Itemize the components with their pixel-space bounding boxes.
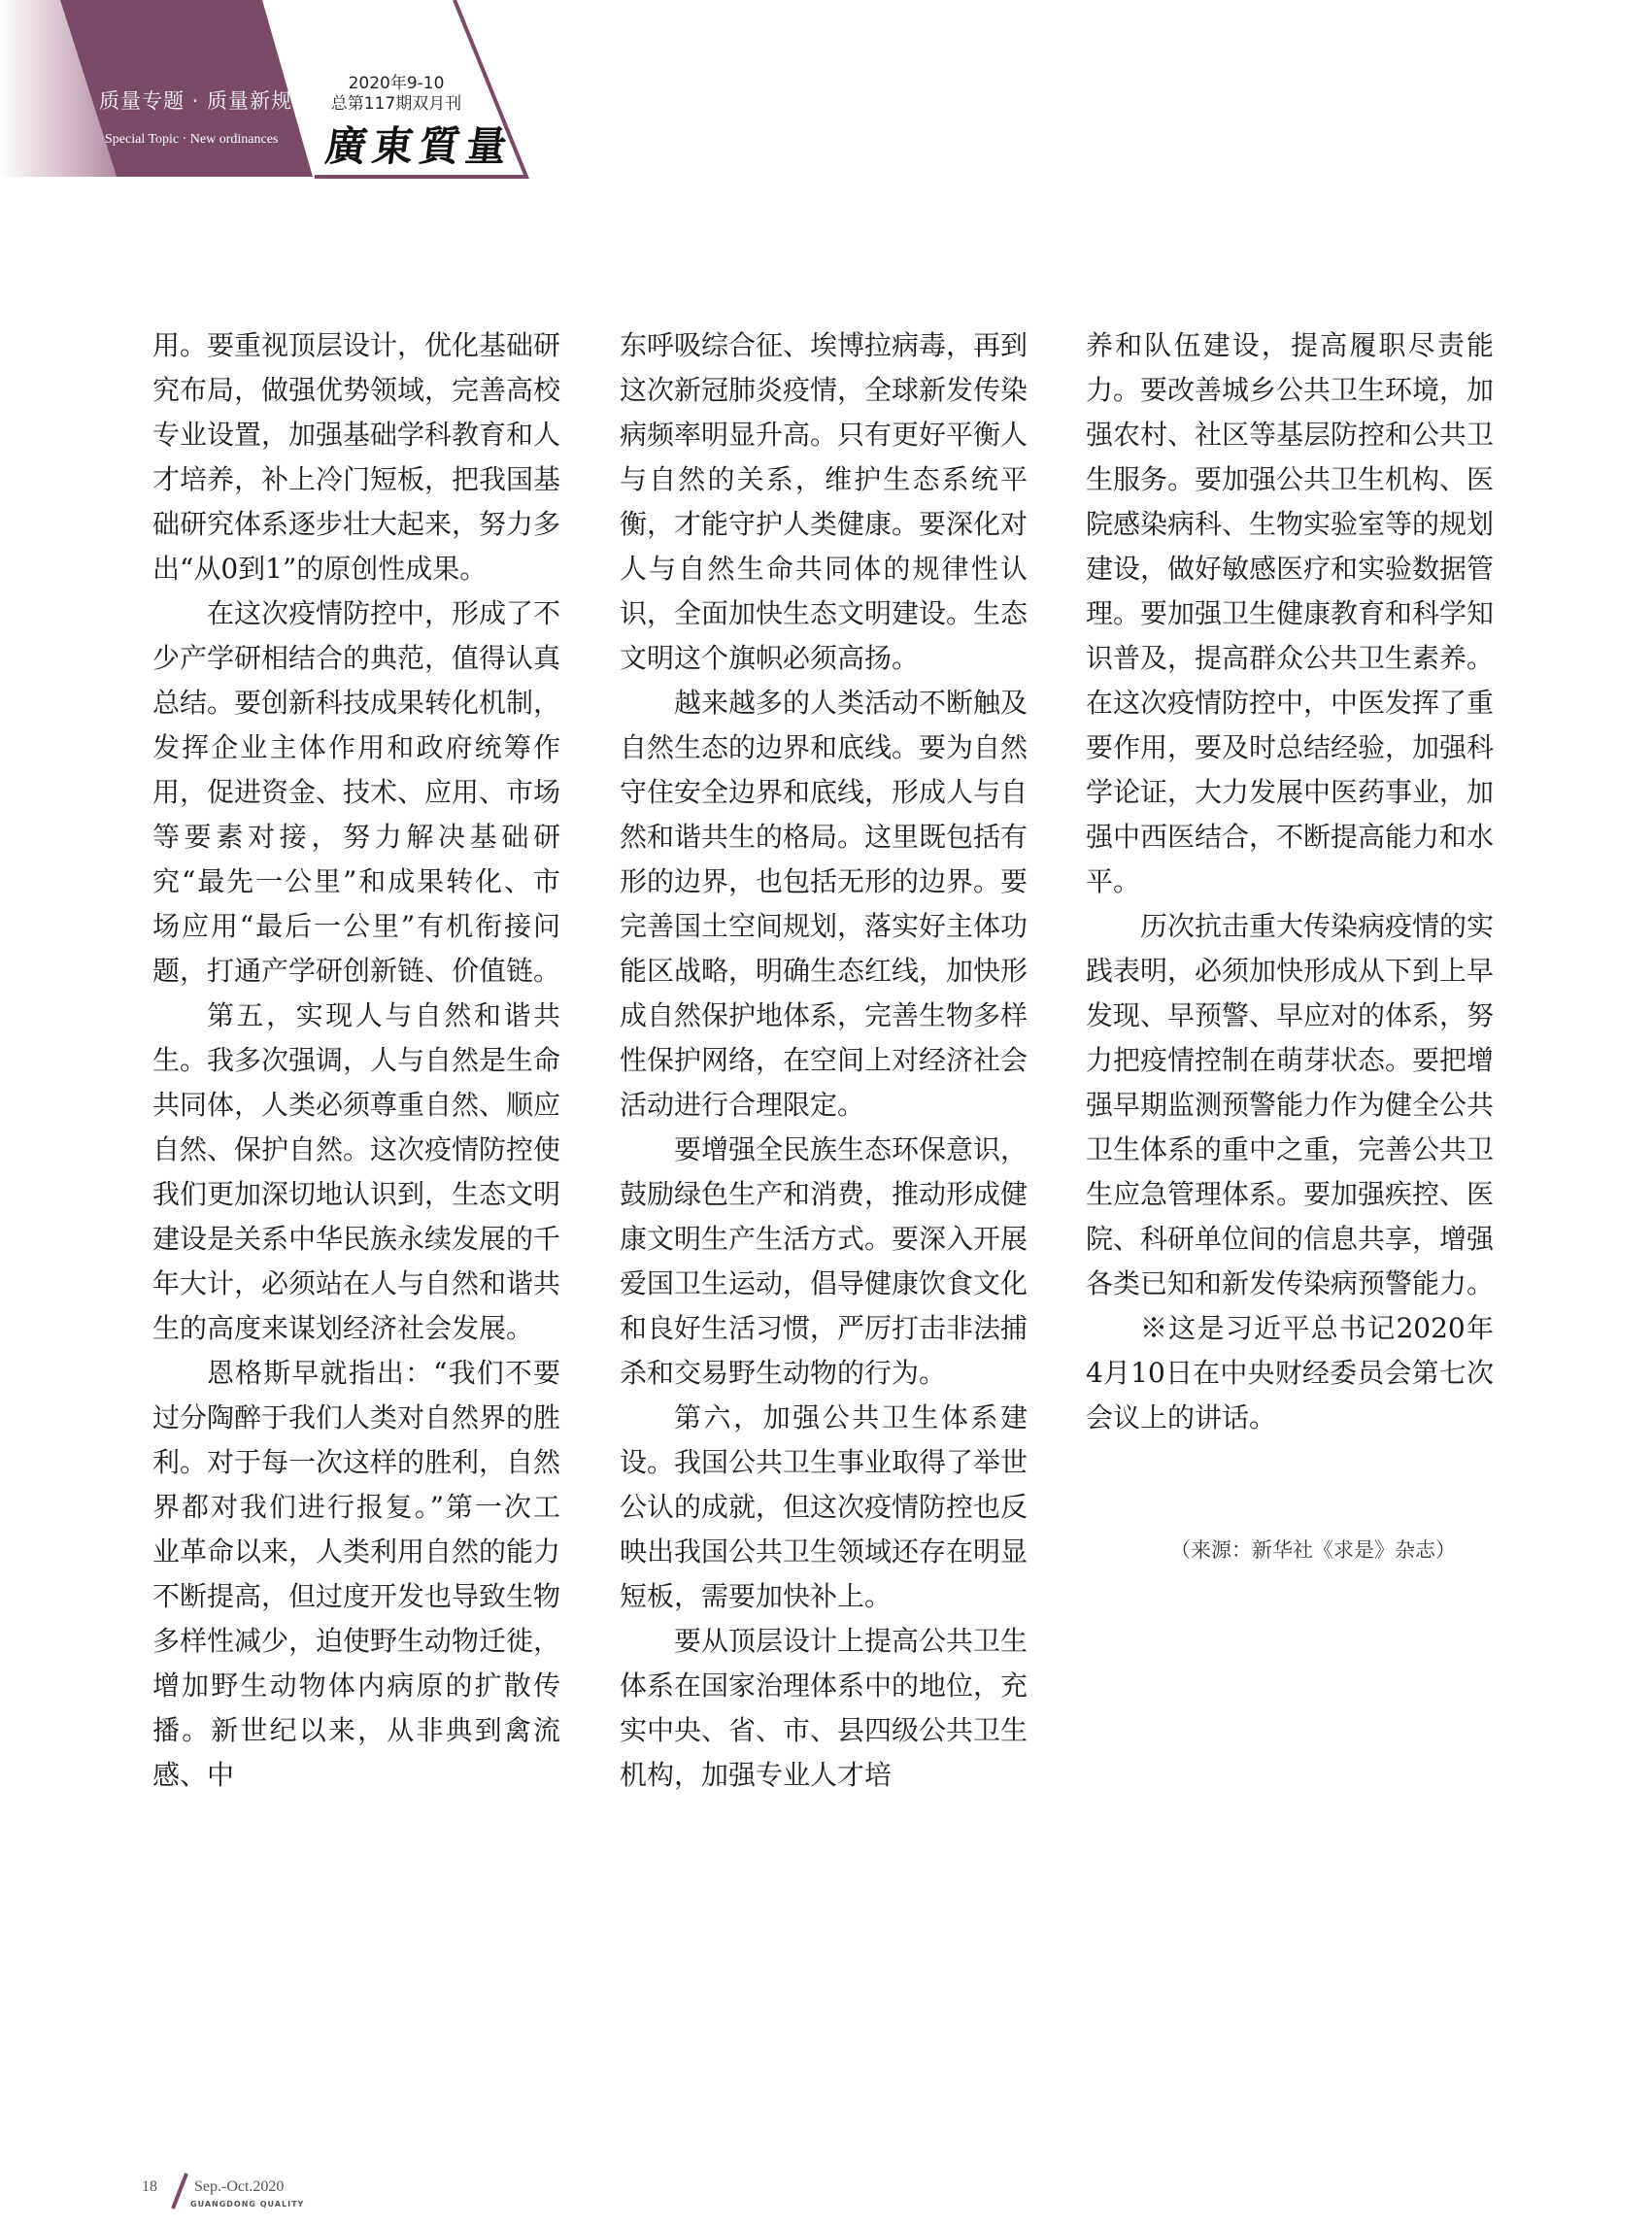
- section-title: 质量专题 · 质量新规: [99, 89, 293, 113]
- page-number: 18: [142, 2178, 157, 2195]
- issue-date: 2020年9-10: [348, 74, 445, 93]
- paragraph: 第六，加强公共卫生体系建设。我国公共卫生事业取得了举世公认的成就，但这次疫情防控也反映出我国公共卫生领域还存在明显短板，需要加快补上。: [620, 1401, 1028, 1612]
- footer-magazine-name: GUANGDONG QUALITY: [190, 2200, 305, 2209]
- paragraph: 东呼吸综合征、埃博拉病毒，再到这次新冠肺炎疫情，全球新发传染病频率明显升高。只有更好平衡人与自然的关系，维护生态系统平衡，才能守护人类健康。要深化对人与自然生命共同体的规律性认识，全面加快生态文明建设。生态文明这个旗帜必须高扬。: [620, 329, 1028, 674]
- paragraph: 历次抗击重大传染病疫情的实践表明，必须加快形成从下到上早发现、早预警、早应对的体系，努力把疫情控制在萌芽状态。要把增强早期监测预警能力作为健全公共卫生体系的重中之重，完善公共卫生应急管理体系。要加强疾控、医院、科研单位间的信息共享，增强各类已知和新发传染病预警能力。: [1086, 910, 1495, 1299]
- magazine-masthead: 廣東質量: [322, 122, 517, 170]
- paragraph: 用。要重视顶层设计，优化基础研究布局，做强优势领域，完善高校专业设置，加强基础学科教育和人才培养，补上冷门短板，把我国基础研究体系逐步壮大起来，努力多出“从0到1”的原创性成果。: [152, 329, 561, 585]
- paragraph: 越来越多的人类活动不断触及自然生态的边界和底线。要为自然守住安全边界和底线，形成人与自然和谐共生的格局。这里既包括有形的边界，也包括无形的边界。要完善国土空间规划，落实好主体功能区战略，明确生态红线，加快形成自然保护地体系，完善生物多样性保护网络，在空间上对经济社会活动进行合理限定。: [620, 687, 1028, 1121]
- issue-number: 总第117期双月刊: [330, 94, 462, 114]
- article-column-3: [1086, 323, 1494, 1440]
- paragraph: 养和队伍建设，提高履职尽责能力。要改善城乡公共卫生环境，加强农村、社区等基层防控和公共卫生服务。要加强公共卫生机构、医院感染病科、生物实验室等的规划建设，做好敏感医疗和实验数据管理。要加强卫生健康教育和科学知识普及，提高群众公共卫生素养。在这次疫情防控中，中医发挥了重要作用，要及时总结经验，加强科学论证，大力发展中医药事业，加强中西医结合，不断提高能力和水平。: [1086, 329, 1495, 897]
- paragraph: 第五，实现人与自然和谐共生。我多次强调，人与自然是生命共同体，人类必须尊重自然、顺应自然、保护自然。这次疫情防控使我们更加深切地认识到，生态文明建设是关系中华民族永续发展的千年大计，必须站在人与自然和谐共生的高度来谋划经济社会发展。: [152, 999, 561, 1344]
- article-column-1: [152, 323, 560, 1798]
- paragraph: 恩格斯早就指出：“我们不要过分陶醉于我们人类对自然界的胜利。对于每一次这样的胜利，自然界都对我们进行报复。”第一次工业革命以来，人类利用自然的能力不断提高，但过度开发也导致生物多样性减少，迫使野生动物迁徙，增加野生动物体内病原的扩散传播。新世纪以来，从非典到禽流感、中: [152, 1357, 561, 1791]
- paragraph: 要从顶层设计上提高公共卫生体系在国家治理体系中的地位，充实中央、省、市、县四级公共卫生机构，加强专业人才培: [620, 1625, 1028, 1791]
- note-paragraph: ※这是习近平总书记2020年4月10日在中央财经委员会第七次会议上的讲话。: [1086, 1312, 1494, 1433]
- paragraph: 在这次疫情防控中，形成了不少产学研相结合的典范，值得认真总结。要创新科技成果转化机制，发挥企业主体作用和政府统筹作用，促进资金、技术、应用、市场等要素对接，努力解决基础研究“最先一公里”和成果转化、市场应用“最后一公里”有机衔接问题，打通产学研创新链、价值链。: [152, 597, 561, 987]
- section-subtitle-en: Special Topic · New ordinances: [105, 132, 279, 147]
- source-citation: （来源：新华社《求是》杂志）: [1170, 1538, 1456, 1562]
- footer-date: Sep.-Oct.2020: [194, 2178, 285, 2195]
- paragraph: 要增强全民族生态环保意识，鼓励绿色生产和消费，推动形成健康文明生产生活方式。要深入开展爱国卫生运动，倡导健康饮食文化和良好生活习惯，严厉打击非法捕杀和交易野生动物的行为。: [620, 1133, 1028, 1389]
- article-column-2: [620, 323, 1028, 1798]
